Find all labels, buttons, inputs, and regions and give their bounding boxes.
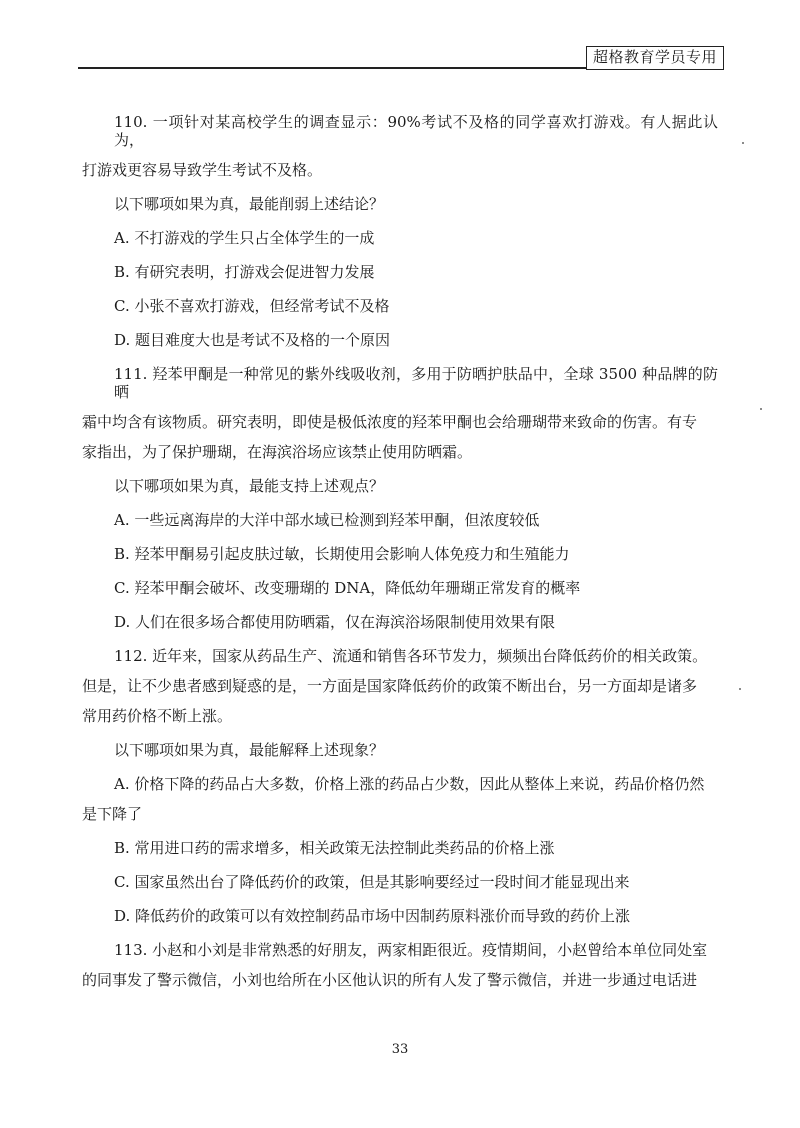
question-111 bbox=[82, 365, 718, 631]
option-d: D. 题目难度大也是考试不及格的一个原因 bbox=[114, 331, 391, 349]
header-stamp: 超格教育学员专用 bbox=[586, 46, 724, 70]
question-stem-line: 的同事发了警示微信，小刘也给所在小区他认识的所有人发了警示微信，并进一步通过电话进 bbox=[82, 971, 698, 989]
question-110 bbox=[82, 113, 718, 349]
question-stem-line: 但是，让不少患者感到疑惑的是，一方面是国家降低药价的政策不断出台，另一方面却是诸多 bbox=[82, 677, 698, 695]
question-prompt: 以下哪项如果为真，最能削弱上述结论？ bbox=[114, 195, 385, 213]
question-stem-line: 112. 近年来，国家从药品生产、流通和销售各环节发力，频频出台降低药价的相关政策。 bbox=[114, 647, 708, 665]
option-a-continued: 是下降了 bbox=[82, 805, 143, 823]
page-number: 33 bbox=[391, 1042, 409, 1057]
question-stem-line: 霜中均含有该物质。研究表明，即使是极低浓度的羟苯甲酮也会给珊瑚带来致命的伤害。有专 bbox=[82, 413, 698, 431]
option-a: A. 价格下降的药品占大多数，价格上涨的药品占少数，因此从整体上来说，药品价格仍然 bbox=[114, 775, 705, 793]
question-stem-line: 常用药价格不断上涨。 bbox=[82, 707, 233, 725]
page-content bbox=[82, 113, 718, 1005]
question-prompt: 以下哪项如果为真，最能解释上述现象？ bbox=[114, 741, 385, 759]
question-prompt: 以下哪项如果为真，最能支持上述观点？ bbox=[114, 477, 385, 495]
option-d: D. 降低药价的政策可以有效控制药品市场中因制药原料涨价而导致的药价上涨 bbox=[114, 907, 631, 925]
question-stem-line: 110. 一项针对某高校学生的调查显示：90%考试不及格的同学喜欢打游戏。有人据此认为， bbox=[114, 113, 718, 149]
question-stem-line: 打游戏更容易导致学生考试不及格。 bbox=[82, 161, 323, 179]
option-d: D. 人们在很多场合都使用防晒霜，仅在海滨浴场限制使用效果有限 bbox=[114, 613, 556, 631]
question-113 bbox=[82, 941, 718, 989]
option-b: B. 常用进口药的需求增多，相关政策无法控制此类药品的价格上涨 bbox=[114, 839, 555, 857]
option-a: A. 一些远离海岸的大洋中部水域已检测到羟苯甲酮，但浓度较低 bbox=[114, 511, 540, 529]
option-b: B. 羟苯甲酮易引起皮肤过敏，长期使用会影响人体免疫力和生殖能力 bbox=[114, 545, 570, 563]
scan-speck bbox=[742, 142, 744, 144]
scan-speck bbox=[760, 408, 762, 410]
question-112 bbox=[82, 647, 718, 925]
question-stem-line: 113. 小赵和小刘是非常熟悉的好朋友，两家相距很近。疫情期间，小赵曾给本单位同处室 bbox=[114, 941, 708, 959]
option-c: C. 国家虽然出台了降低药价的政策，但是其影响要经过一段时间才能显现出来 bbox=[114, 873, 630, 891]
option-c: C. 羟苯甲酮会破坏、改变珊瑚的 DNA，降低幼年珊瑚正常发育的概率 bbox=[114, 579, 581, 597]
option-b: B. 有研究表明，打游戏会促进智力发展 bbox=[114, 263, 375, 281]
scan-speck bbox=[739, 688, 741, 690]
option-c: C. 小张不喜欢打游戏，但经常考试不及格 bbox=[114, 297, 390, 315]
question-stem-line: 家指出，为了保护珊瑚，在海滨浴场应该禁止使用防晒霜。 bbox=[82, 443, 473, 461]
option-a: A. 不打游戏的学生只占全体学生的一成 bbox=[114, 229, 375, 247]
question-stem-line: 111. 羟苯甲酮是一种常见的紫外线吸收剂，多用于防晒护肤品中，全球 3500 种品牌的防晒 bbox=[114, 365, 718, 401]
